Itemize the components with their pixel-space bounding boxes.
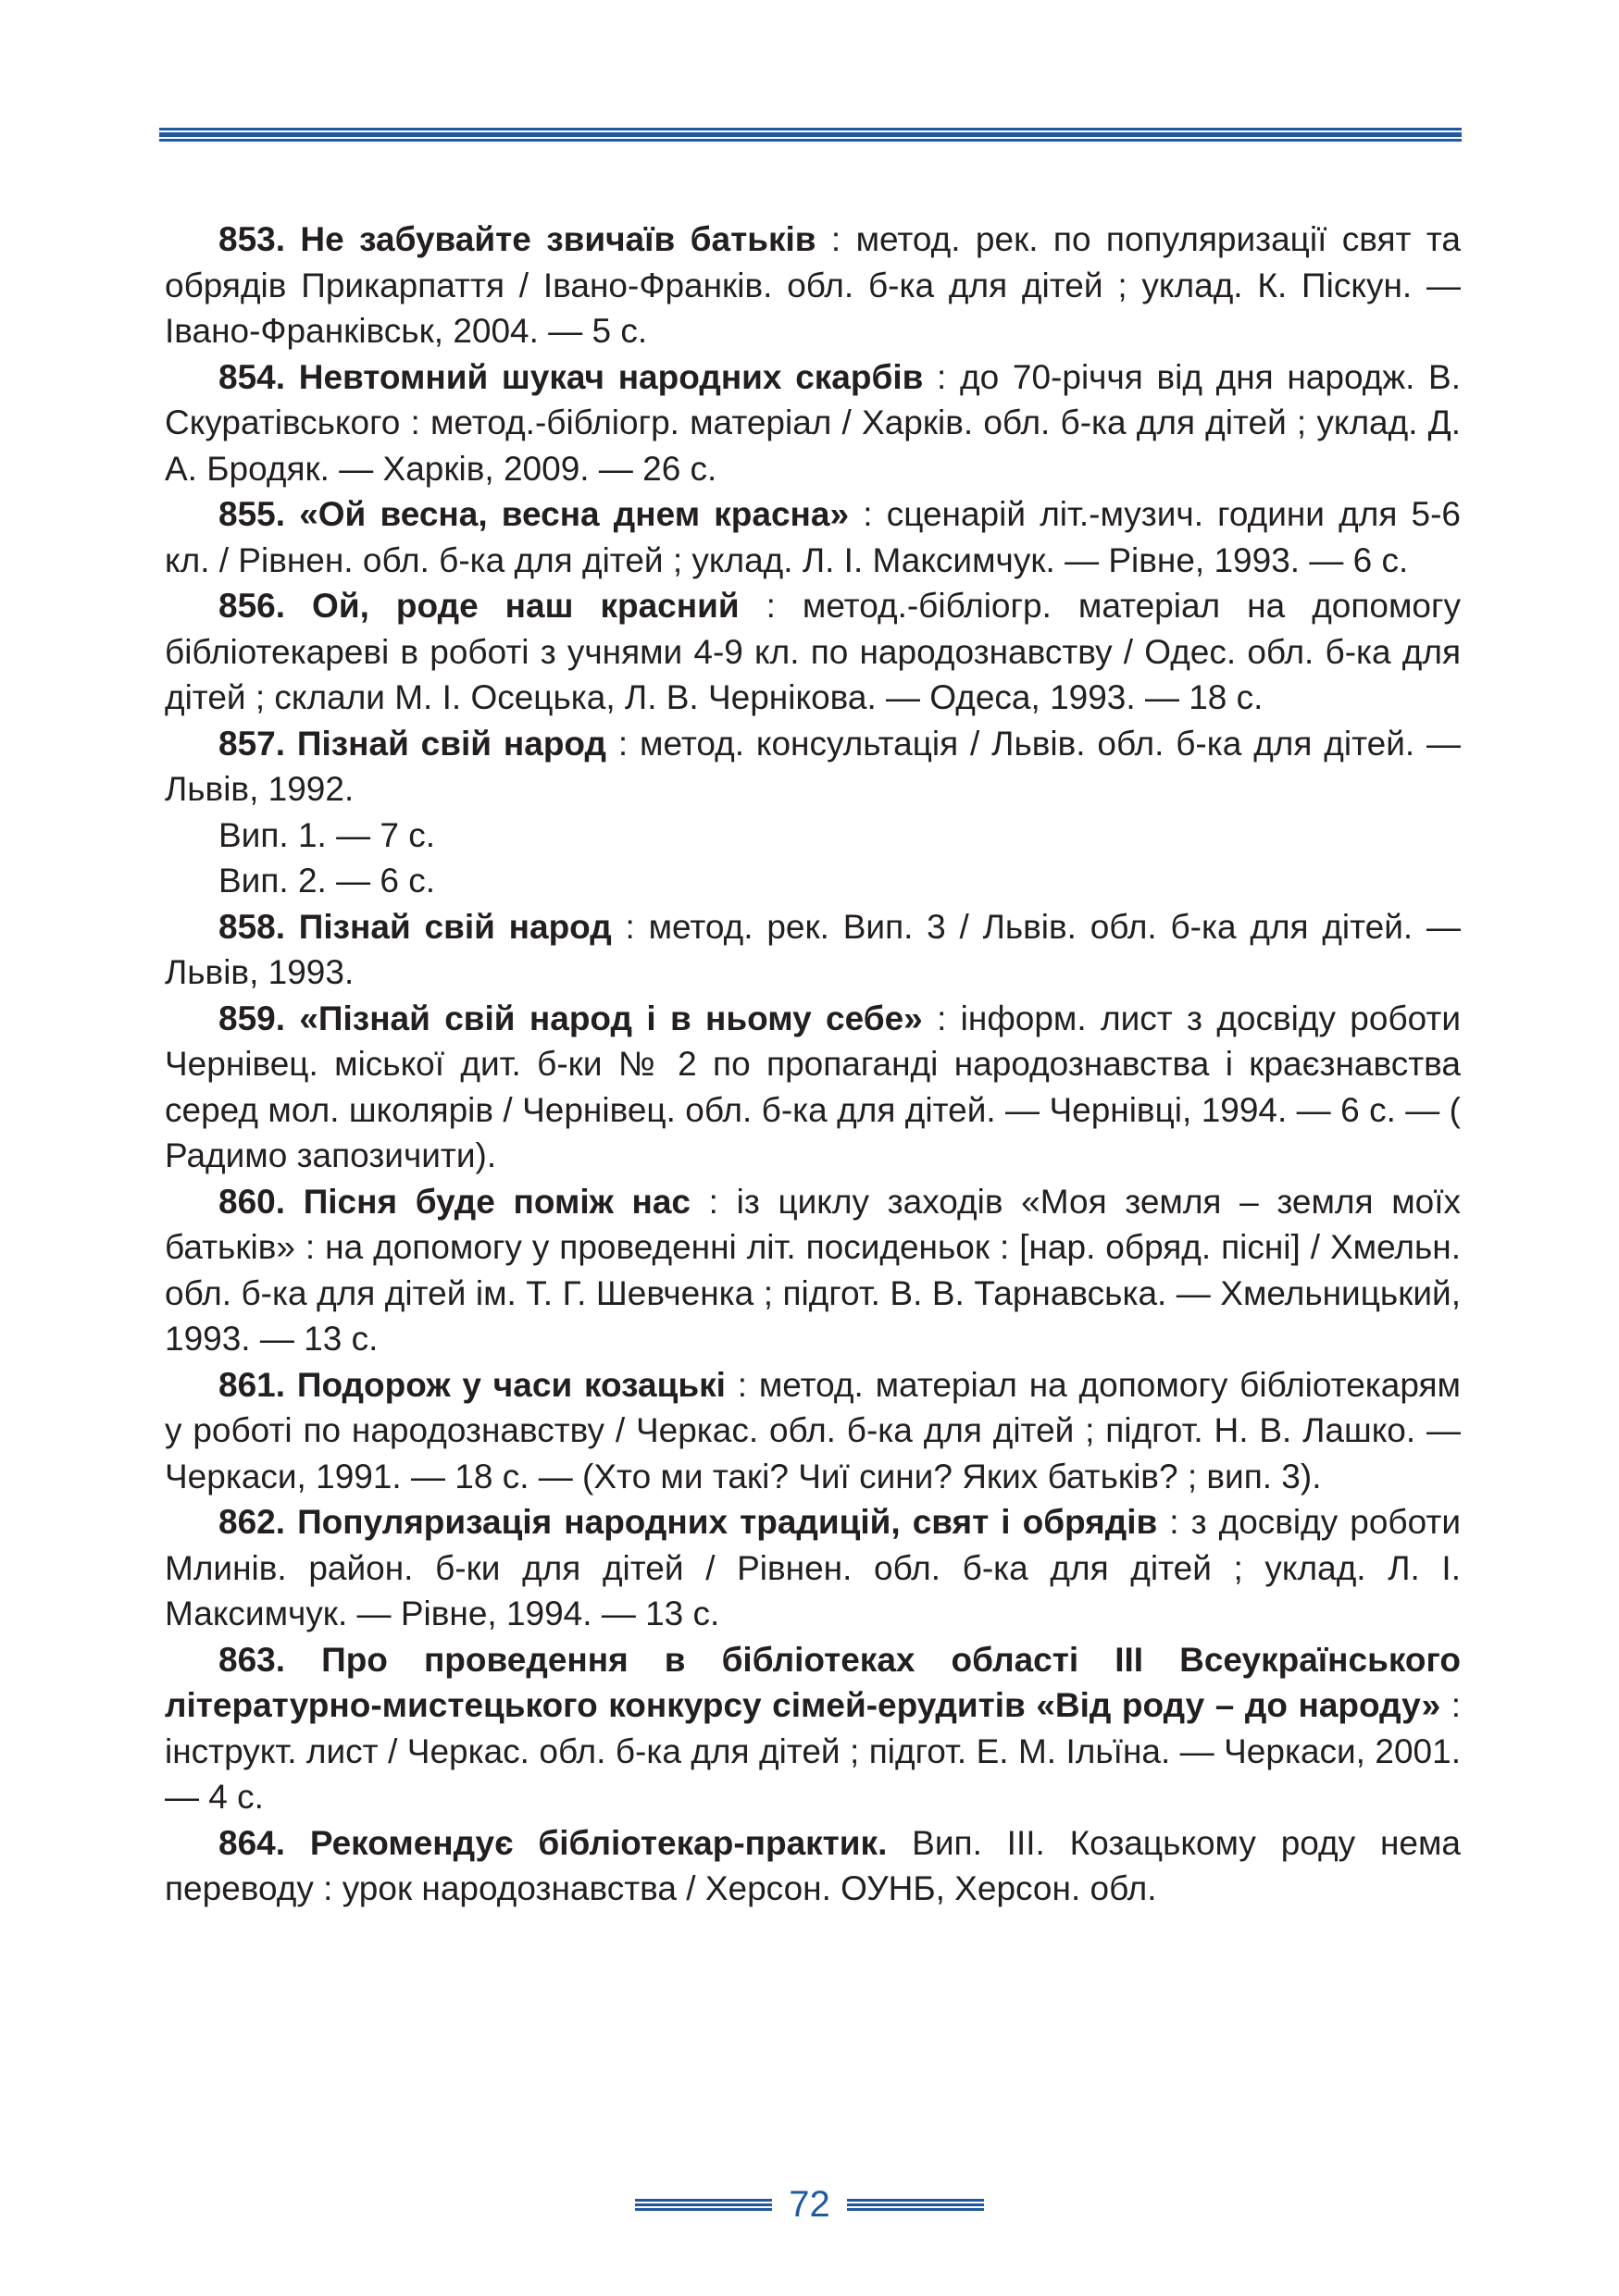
- entry-857-issue-2: Вип. 2. — 6 с.: [218, 862, 435, 900]
- header-rule: [159, 128, 1462, 144]
- footer-rule-left: [635, 2197, 772, 2213]
- entry-864: 864. Рекомендує бібліотекар-практик. Вип. III. Козацькому роду нема переводу : урок народознавства / Херсон. ОУНБ, Херсон. обл.: [165, 1823, 1461, 1907]
- page-number: 72: [789, 2183, 830, 2225]
- entry-856: 856. Ой, роде наш красний : метод.-бібліогр. матеріал на допомогу бібліотекареві в роботі з учнями 4-9 кл. по народознавству / Одес. обл. б-ка для дітей ; склали М. І. Осецька, Л. В. Чернікова. — Одеса, 1993. — 18 с.: [165, 587, 1461, 716]
- page-footer: [0, 2177, 1619, 2232]
- bibliography-list: [165, 217, 1461, 1912]
- footer-rule-right: [847, 2197, 984, 2213]
- entry-857-issue-1: Вип. 1. — 7 с.: [218, 815, 435, 854]
- entry-857: 857. Пізнай свій народ : метод. консультація / Львів. обл. б-ка для дітей. — Львів, 1992.: [165, 724, 1461, 808]
- entry-853: 853. Не забувайте звичаїв батьків : метод. рек. по популяризації свят та обрядів Прикарпаття / Івано-Франків. обл. б-ка для дітей ; уклад. К. Піскун. — Івано-Франківськ, 2004. — 5 с.: [165, 220, 1461, 350]
- entry-854: 854. Невтомний шукач народних скарбів : до 70-річчя від дня народж. В. Скуратівського : метод.-бібліогр. матеріал / Харків. обл. б-ка для дітей ; уклад. Д. А. Бродяк. — Харків, 2009. — 26 с.: [165, 357, 1462, 488]
- entry-859: 859. «Пізнай свій народ і в ньому себе» : інформ. лист з досвіду роботи Чернівец. міської дит. б-ки № 2 по пропаганді народознавства і краєзнавства серед мол. школярів / Чернівец. обл. б-ка для дітей. — Чернівці, 1994. — 6 с. — ( Радимо запозичити).: [165, 999, 1462, 1174]
- entry-860: 860. Пісня буде поміж нас : із циклу заходів «Моя земля – земля моїх батьків» : на допомогу у проведенні літ. посиденьок : [нар. обряд. пісні] / Хмельн. обл. б-ка для дітей ім. Т. Г. Шевченка ; підгот. В. В. Тарнавська. — Хмельницький, 1993. — 13 с.: [165, 1182, 1461, 1358]
- entry-858: 858. Пізнай свій народ : метод. рек. Вип. 3 / Львів. обл. б-ка для дітей. — Львів, 1993.: [165, 907, 1461, 991]
- entry-862: 862. Популяризація народних традицій, свят і обрядів : з досвіду роботи Млинів. район. б-ки для дітей / Рівнен. обл. б-ка для дітей ; уклад. Л. І. Максимчук. — Рівне, 1994. — 13 с.: [165, 1503, 1461, 1632]
- entry-861: 861. Подорож у часи козацькі : метод. матеріал на допомогу бібліотекарям у роботі по народознавству / Черкас. обл. б-ка для дітей ; підгот. Н. В. Лашко. — Черкаси, 1991. — 18 с. — (Хто ми такі? Чиї сини? Яких батьків? ; вип. 3).: [165, 1365, 1461, 1496]
- entry-855: 855. «Ой весна, весна днем красна» : сценарій літ.-музич. години для 5-6 кл. / Рівнен. обл. б-ка для дітей ; уклад. Л. І. Максимчук. — Рівне, 1993. — 6 с.: [165, 495, 1462, 579]
- entry-863: 863. Про проведення в бібліотеках області III Всеукраїнського літературно-мистецького конкурсу сімей-ерудитів «Від роду – до народу» : інструкт. лист / Черкас. обл. б-ка для дітей ; підгот. Е. М. Ільїна. — Черкаси, 2001. — 4 с.: [165, 1640, 1462, 1816]
